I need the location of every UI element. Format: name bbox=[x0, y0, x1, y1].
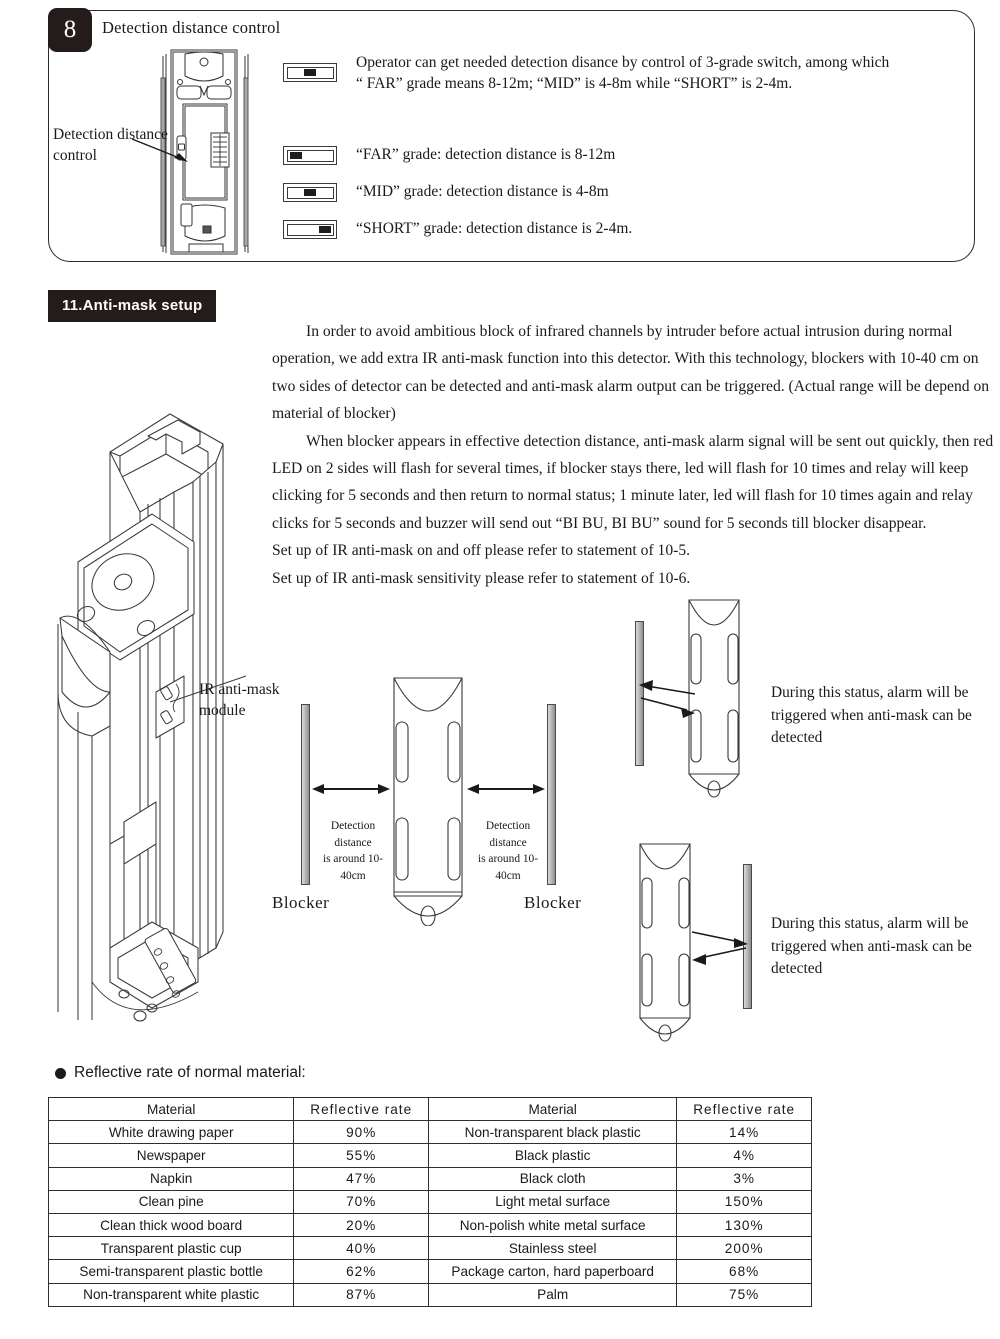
cell-material-right: Non-polish white metal surface bbox=[429, 1213, 677, 1236]
table-header-row bbox=[49, 1098, 812, 1121]
cell-material-left: Napkin bbox=[49, 1167, 294, 1190]
cell-rate-left: 90% bbox=[294, 1121, 429, 1144]
ir-module-line-1: IR anti-mask bbox=[199, 681, 280, 698]
blocker-bar-left bbox=[301, 704, 310, 885]
cell-material-right: Non-transparent black plastic bbox=[429, 1121, 677, 1144]
ir-module-line-2: module bbox=[199, 702, 246, 719]
switch-knob-far bbox=[290, 152, 302, 159]
bullet-point-icon bbox=[55, 1068, 66, 1079]
reflective-rate-table bbox=[48, 1097, 812, 1307]
cell-rate-right: 75% bbox=[677, 1283, 812, 1306]
section-11-body bbox=[272, 318, 994, 592]
cell-rate-left: 87% bbox=[294, 1283, 429, 1306]
cell-rate-right: 14% bbox=[677, 1121, 812, 1144]
cell-material-right: Package carton, hard paperboard bbox=[429, 1260, 677, 1283]
cell-rate-left: 70% bbox=[294, 1190, 429, 1213]
table-row bbox=[49, 1237, 812, 1260]
reflective-rate-heading-text: Reflective rate of normal material: bbox=[74, 1064, 306, 1081]
cell-rate-right: 130% bbox=[677, 1213, 812, 1236]
intro-text bbox=[356, 52, 956, 94]
table-body bbox=[49, 1098, 812, 1307]
header-material-right: Material bbox=[429, 1098, 677, 1121]
paragraph-2: When blocker appears in effective detection distance, anti-mask alarm signal will be sent out quickly, then red LED on 2 sides will flash for several times, if blocker stays there, led will flash for 10 times and relay will keep clicking for 5 seconds and then return to normal status; 1 minute later, led will flash for 10 times again and relay clicks for 5 seconds and buzzer will send out “BI BU, BI BU” sound for 5 seconds till blocker disappear. bbox=[272, 432, 994, 532]
switch-icon-intro bbox=[283, 63, 337, 82]
cell-rate-left: 55% bbox=[294, 1144, 429, 1167]
callout-line-2: control bbox=[53, 147, 97, 164]
table-row bbox=[49, 1121, 812, 1144]
section-number-badge: 8 bbox=[48, 8, 92, 52]
detector-top-view-center bbox=[388, 668, 468, 926]
cell-material-left: Non-transparent white plastic bbox=[49, 1283, 294, 1306]
cell-rate-right: 4% bbox=[677, 1144, 812, 1167]
distance-note-left bbox=[311, 818, 395, 884]
callout-leader-line bbox=[130, 130, 192, 170]
status-note-lower-right: During this status, alarm will be triggered when anti-mask can be detected bbox=[771, 915, 972, 977]
blocker-label-right: Blocker bbox=[524, 893, 582, 912]
table-row bbox=[49, 1144, 812, 1167]
cell-material-left: Clean pine bbox=[49, 1190, 294, 1213]
table-row bbox=[49, 1283, 812, 1306]
distance-note-left-line-1: Detection distance bbox=[330, 820, 376, 849]
table-row bbox=[49, 1213, 812, 1236]
cell-material-left: White drawing paper bbox=[49, 1121, 294, 1144]
header-rate-right: Reflective rate bbox=[677, 1098, 812, 1121]
cell-material-right: Stainless steel bbox=[429, 1237, 677, 1260]
switch-label-far: “FAR” grade: detection distance is 8-12m bbox=[356, 146, 616, 163]
cell-rate-left: 40% bbox=[294, 1237, 429, 1260]
cell-material-left: Newspaper bbox=[49, 1144, 294, 1167]
cell-material-left: Transparent plastic cup bbox=[49, 1237, 294, 1260]
distance-note-left-line-2: is around 10-40cm bbox=[322, 853, 384, 882]
callout-line-1: Detection distance bbox=[53, 126, 168, 143]
cell-rate-left: 20% bbox=[294, 1213, 429, 1236]
switch-knob bbox=[304, 69, 316, 76]
cell-material-left: Clean thick wood board bbox=[49, 1213, 294, 1236]
table-row bbox=[49, 1190, 812, 1213]
cell-material-right: Light metal surface bbox=[429, 1190, 677, 1213]
switch-icon-mid bbox=[283, 183, 337, 202]
cell-rate-right: 150% bbox=[677, 1190, 812, 1213]
distance-note-right-line-2: is around 10-40cm bbox=[477, 853, 539, 882]
section-8-title: Detection distance control bbox=[102, 18, 281, 37]
header-material-left: Material bbox=[49, 1098, 294, 1121]
switch-knob-short bbox=[319, 226, 331, 233]
cell-rate-right: 3% bbox=[677, 1167, 812, 1190]
switch-icon-far bbox=[283, 146, 337, 165]
cell-rate-left: 62% bbox=[294, 1260, 429, 1283]
detector-top-view-lower-right bbox=[635, 836, 695, 1046]
switch-label-mid: “MID” grade: detection distance is 4-8m bbox=[356, 183, 609, 200]
reflective-rate-heading bbox=[55, 1064, 306, 1082]
intro-line-2: “ FAR” grade means 8-12m; “MID” is 4-8m while “SHORT” is 2-4m. bbox=[356, 75, 793, 92]
table-row bbox=[49, 1167, 812, 1190]
reference-line-1: Set up of IR anti-mask on and off please refer to statement of 10-5. bbox=[272, 542, 691, 560]
switch-label-short: “SHORT” grade: detection distance is 2-4m. bbox=[356, 220, 633, 237]
header-rate-left: Reflective rate bbox=[294, 1098, 429, 1121]
cell-material-right: Black cloth bbox=[429, 1167, 677, 1190]
cell-material-right: Palm bbox=[429, 1283, 677, 1306]
paragraph-1: In order to avoid ambitious block of infrared channels by intruder before actual intrusion during normal operation, we add extra IR anti-mask function into this detector. With this technology, blockers with 10-40 cm on two sides of detector can be detected and anti-mask alarm output can be triggered. (Actual range will be depend on material of blocker) bbox=[272, 323, 990, 423]
blocker-label-left: Blocker bbox=[272, 893, 330, 912]
cell-material-left: Semi-transparent plastic bottle bbox=[49, 1260, 294, 1283]
cell-rate-left: 47% bbox=[294, 1167, 429, 1190]
distance-note-right bbox=[466, 818, 550, 884]
distance-arrow-left bbox=[312, 781, 390, 797]
distance-note-right-line-1: Detection distance bbox=[485, 820, 531, 849]
distance-arrow-right bbox=[467, 781, 545, 797]
switch-knob-mid bbox=[304, 189, 316, 196]
table-row bbox=[49, 1260, 812, 1283]
cell-rate-right: 200% bbox=[677, 1237, 812, 1260]
switch-icon-short bbox=[283, 220, 337, 239]
status-note-upper-right: During this status, alarm will be triggered when anti-mask can be detected bbox=[771, 684, 972, 746]
intro-line-1: Operator can get needed detection disance by control of 3-grade switch, among which bbox=[356, 54, 890, 71]
cell-material-right: Black plastic bbox=[429, 1144, 677, 1167]
detection-arrows-lower-right bbox=[690, 924, 750, 966]
reference-line-2: Set up of IR anti-mask sensitivity please refer to statement of 10-6. bbox=[272, 569, 691, 587]
detection-arrows-upper-right bbox=[637, 678, 697, 720]
ir-antimask-module-label bbox=[199, 679, 309, 721]
cell-rate-right: 68% bbox=[677, 1260, 812, 1283]
section-11-heading: 11.Anti-mask setup bbox=[48, 290, 216, 322]
